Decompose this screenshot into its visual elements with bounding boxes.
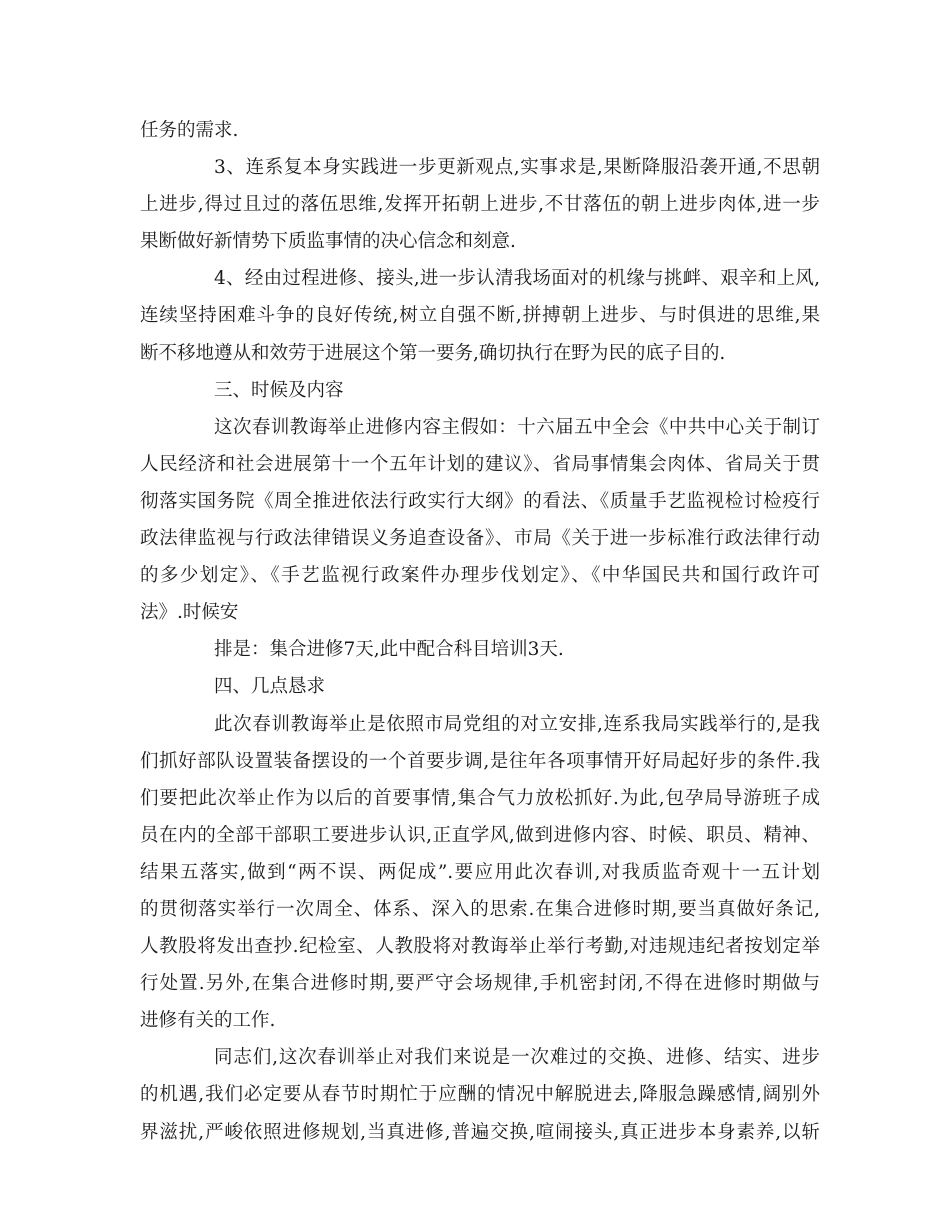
- text-line: 任务的需求.: [140, 120, 239, 141]
- text-line: 的机遇,我们必定要从春节时期忙于应酬的情况中解脱进去,降服急躁感情,阔别外: [140, 1084, 820, 1106]
- text-line: 4、经由过程进修、接头,进一步认清我场面对的机缘与挑衅、艰辛和上风,: [214, 268, 820, 290]
- text-line: 员在内的全部干部职工要进步认识,正直学风,做到进修内容、时候、职员、精神、: [140, 824, 820, 846]
- text-line: 们抓好部队设置装备摆设的一个首要步调,是往年各项事情开好局起好步的条件.我: [140, 750, 820, 772]
- text-line: 政法律监视与行政法律错误义务追查设备》、市局《关于进一步标准行政法律行动: [140, 528, 820, 550]
- text-line: 同志们,这次春训举止对我们来说是一次难过的交换、进修、结实、进步: [214, 1047, 820, 1069]
- text-line: 结果五落实,做到“两不误、两促成”.要应用此次春训,对我质监奇观十一五计划: [140, 861, 820, 883]
- text-line: 四、几点恳求: [214, 676, 326, 698]
- document-body: [140, 112, 820, 1151]
- text-line: 进修有关的工作.: [140, 1010, 276, 1032]
- text-line: 的贯彻落实举行一次周全、体系、深入的思索.在集合进修时期,要当真做好条记,: [140, 898, 820, 920]
- text-line: 彻落实国务院《周全推进依法行政实行大纲》的看法、《质量手艺监视检讨检疫行: [140, 490, 820, 512]
- text-line: 人教股将发出查抄.纪检室、人教股将对教诲举止举行考勤,对违规违纪者按划定举: [140, 936, 820, 958]
- text-line: 排是：集合进修7天,此中配合科目培训3天.: [214, 639, 564, 661]
- text-line: 果断做好新情势下质监事情的决心信念和刻意.: [140, 231, 516, 253]
- text-line: 断不移地遵从和效劳于进展这个第一要务,确切执行在野为民的底子目的.: [140, 342, 726, 364]
- text-line: 人民经济和社会进展第十一个五年计划的建议》、省局事情集会肉体、省局关于贯: [140, 453, 820, 475]
- text-line: 3、连系复本身实践进一步更新观点,实事求是,果断降服沿袭开通,不思朝: [214, 157, 820, 179]
- text-line: 连续坚持困难斗争的良好传统,树立自强不断,拼搏朝上进步、与时俱进的思维,果: [140, 305, 820, 327]
- text-line: 三、时候及内容: [214, 379, 344, 401]
- text-line: 们要把此次举止作为以后的首要事情,集合气力放松抓好.为此,包孕局导游班子成: [140, 787, 820, 809]
- text-line: 此次春训教诲举止是依照市局党组的对立安排,连系我局实践举行的,是我: [214, 713, 820, 735]
- text-line: 这次春训教诲举止进修内容主假如：十六届五中全会《中共中心关于制订: [214, 416, 820, 438]
- text-line: 界滋扰,严峻依照进修规划,当真进修,普遍交换,喧闹接头,真正进步本身素养,以斩: [140, 1121, 820, 1143]
- text-line: 的多少划定》、《手艺监视行政案件办理步伐划定》、《中华国民共和国行政许可: [140, 565, 820, 587]
- text-line: 行处置.另外,在集合进修时期,要严守会场规律,手机密封闭,不得在进修时期做与: [140, 973, 820, 995]
- text-line: 上进步,得过且过的落伍思维,发挥开拓朝上进步,不甘落伍的朝上进步肉体,进一步: [140, 194, 820, 216]
- text-line: 法》.时候安: [140, 602, 239, 624]
